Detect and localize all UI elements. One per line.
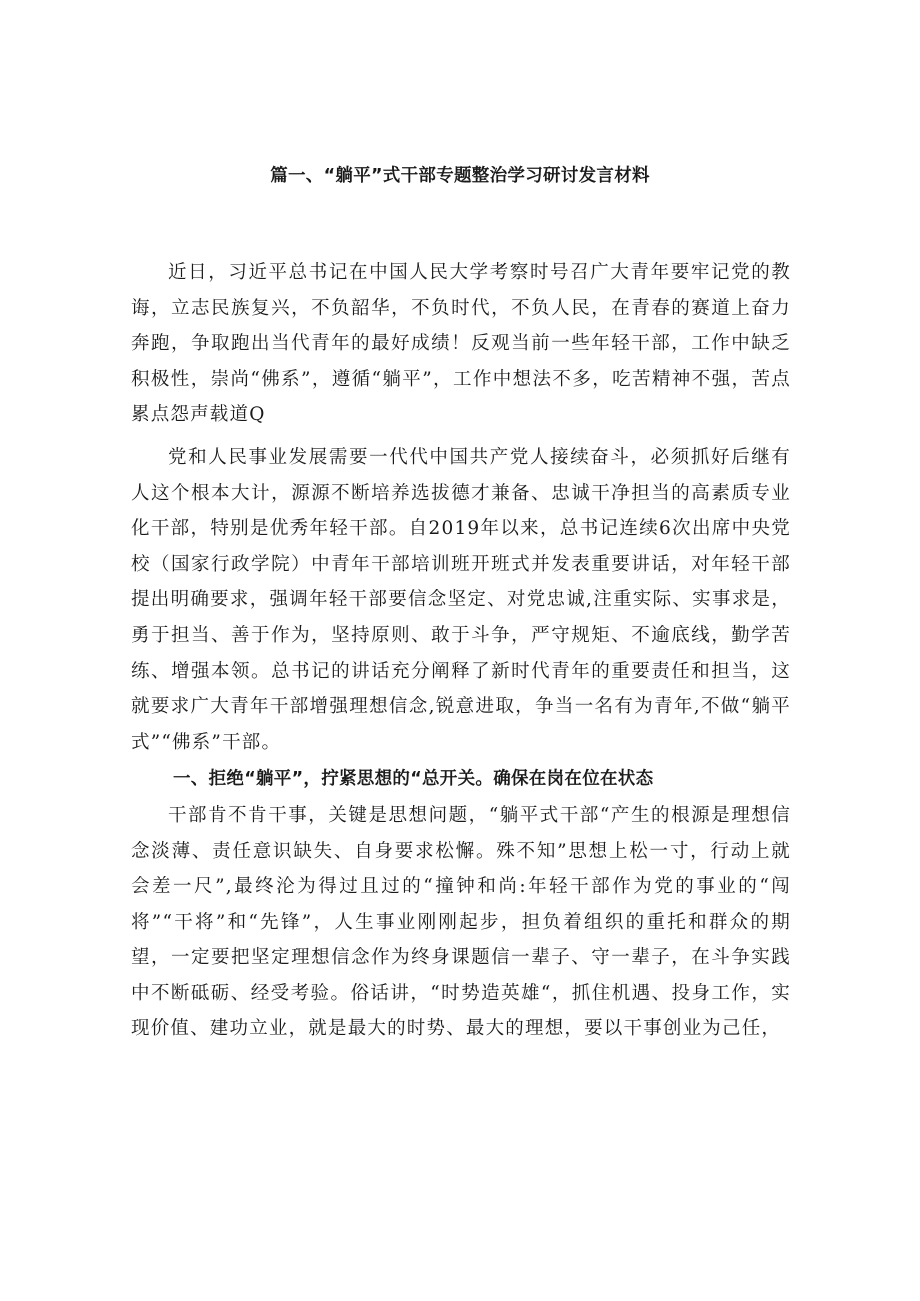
document-body (131, 255, 791, 1047)
section-paragraph: 干部肯不肯干事，关键是思想问题，“躺平式干部“产生的根源是理想信念淡薄、责任意识缺失、自身要求松懈。殊不知”思想上松一寸，行动上就会差一尺”,最终沦为得过且过的“撞钟和尚:年轻干部作为党的事业的“闯将”“干将”和“先锋”，人生事业刚刚起步，担负着组织的重托和群众的期望，一定要把坚定理想信念作为终身课题信一辈子、守一辈子，在斗争实践中不断砥砺、经受考验。俗话讲，“时势造英雄“，抓住机遇、投身工作，实现价值、建功立业，就是最大的时势、最大的理想，要以干事创业为己任， (131, 804, 791, 1040)
section-heading: 一、拒绝“躺平”，拧紧思想的“总开关。确保在岗在位在状态 (173, 769, 654, 790)
background-paragraph: 党和人民事业发展需要一代代中国共产党人接续奋斗，必须抓好后继有人这个根本大计，源源不断培养选拔德才兼备、忠诚干净担当的高素质专业化干部，特别是优秀年轻干部。自2019年以来，总书记连续6次出席中央党校（国家行政学院）中青年干部培训班开班式并发表重要讲话，对年轻干部提出明确要求，强调年轻干部要信念坚定、对党忠诚,注重实际、实事求是，勇于担当、善于作为，坚持原则、敢于斗争，严守规矩、不逾底线，勤学苦练、增强本领。总书记的讲话充分阐释了新时代青年的重要责任和担当，这就要求广大青年干部增强理想信念,锐意进取，争当一名有为青年,不做“躺平式”“佛系”干部。 (131, 446, 791, 753)
document-title: 篇一、“躺平”式干部专题整治学习研讨发言材料 (270, 166, 650, 186)
intro-paragraph: 近日，习近平总书记在中国人民大学考察时号召广大青年要牢记党的教诲，立志民族复兴，不负韶华，不负时代，不负人民，在青春的赛道上奋力奔跑，争取跑出当代青年的最好成绩！反观当前一些年轻干部，工作中缺乏积极性，崇尚“佛系”，遵循“躺平”，工作中想法不多，吃苦精神不强，苦点累点怨声载道Q (131, 262, 791, 426)
